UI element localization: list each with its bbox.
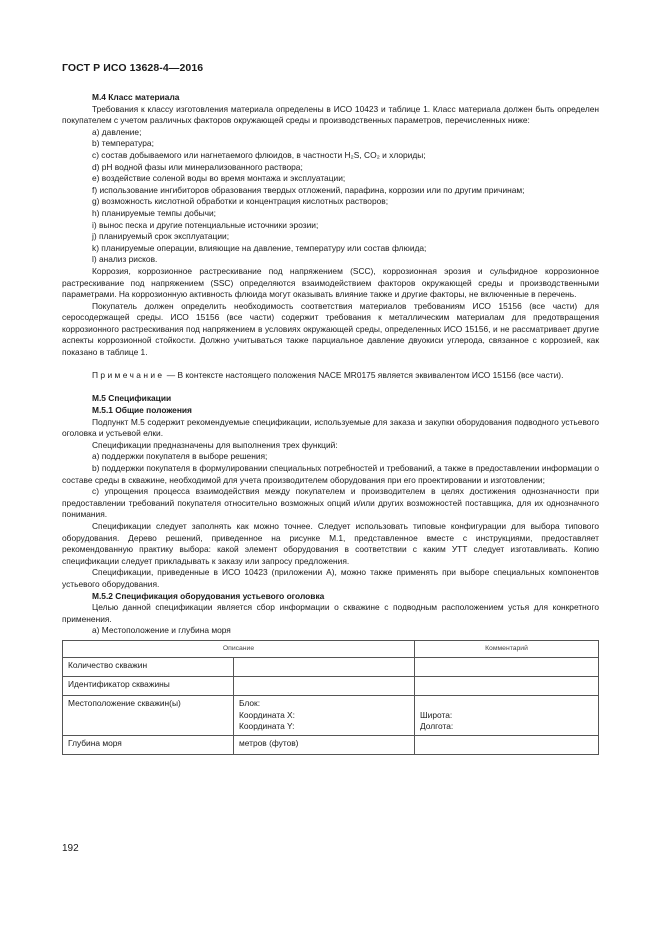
- list-item: k) планируемые операции, влияющие на давление, температуру или состав флюида;: [92, 242, 427, 253]
- subsection-m51-title: М.5.1 Общие положения: [92, 405, 192, 416]
- document-header: ГОСТ Р ИСО 13628-4—2016: [62, 62, 204, 74]
- column-header-description: Описание: [63, 640, 415, 657]
- table-row: [63, 657, 599, 676]
- paragraph: Спецификации, приведенные в ИСО 10423 (приложении А), можно также применять при выборе специальных компонентов устьевого оборудования.: [62, 567, 599, 589]
- paragraph: Спецификации предназначены для выполнения трех функций:: [92, 439, 338, 450]
- row-comment: [415, 676, 599, 695]
- latitude-label: Широта:: [420, 709, 453, 720]
- row-label: Местоположение скважин(ы): [63, 695, 234, 735]
- page-number: 192: [62, 843, 79, 854]
- row-label: Глубина моря: [63, 735, 234, 754]
- section-m4-title: М.4 Класс материала: [92, 92, 180, 102]
- note: [62, 370, 599, 382]
- paragraph: Целью данной спецификации является сбор информации о скважине с подводным расположением устья для конкретного применения.: [62, 602, 599, 624]
- table-row: [63, 676, 599, 695]
- list-item: c) состав добываемого или нагнетаемого флюидов, в частности H₂S, CO₂ и хлориды;: [92, 149, 426, 160]
- list-item: b) поддержки покупателя в формулировании специальных потребностей и требований, а также в предоставлении информации о составе среды в скважине, необходимой для учета производителем оборудования при его проектировании и изготовлении;: [62, 463, 599, 485]
- location-depth-table: [62, 640, 599, 755]
- list-item: f) использование ингибиторов образования твердых отложений, парафина, коррозии или по другим причинам;: [92, 184, 525, 195]
- table-row: [63, 695, 599, 735]
- paragraph: Требования к классу изготовления материала определены в ИСО 10423 и таблице 1. Класс материала должен быть определен покупателем с учетом различных факторов окружающей среды и производственных параметров, перечисленных ниже:: [62, 103, 599, 126]
- paragraph: Подпункт М.5 содержит рекомендуемые спецификации, используемые для заказа и закупки оборудования подводного устьевого оголовка и устьевой елки.: [62, 416, 599, 439]
- row-value: [234, 676, 415, 695]
- table-header-row: [63, 640, 599, 657]
- row-value: [234, 695, 415, 735]
- list-item: i) вынос песка и другие потенциальные источники эрозии;: [92, 219, 319, 230]
- row-label: Количество скважин: [63, 657, 234, 676]
- list-item: j) планируемый срок эксплуатации;: [92, 231, 230, 242]
- paragraph: Коррозия, коррозионное растрескивание под напряжением (SCC), коррозионная эрозия и сульфидное коррозионное растрескивание под напряжением (SSC) определяются взаимодействием факторов окружающей среды и производственными параметрами. На коррозионную активность флюида могут оказывать влияние также и другие факторы, не включенные в перечень.: [62, 265, 599, 300]
- coord-x-label: Координата X:: [239, 709, 295, 720]
- list-item: d) pH водной фазы или минерализованного раствора;: [92, 161, 303, 172]
- block-label: Блок:: [239, 697, 261, 708]
- row-comment: [415, 735, 599, 754]
- list-item: g) возможность кислотной обработки и концентрация кислотных растворов;: [92, 196, 389, 207]
- section-m5-title: М.5 Спецификации: [92, 393, 172, 404]
- paragraph: Покупатель должен определить необходимость соответствия материалов требованиям ИСО 15156 (все части) для серосодержащей среды. ИСО 15156 (все части) содержит требования к металлическим материалам для предотвращения коррозионного растрескивания под напряжением в условиях окружающей среды, определенных ИСО 15156, и не рассматривает другие аспекты коррозионной стойкости. Должно учитываться также парциальное давление двуокиси углерода, связанное с коррозией, как показано в таблице 1.: [62, 300, 599, 358]
- list-item: h) планируемые темпы добычи;: [92, 207, 217, 218]
- longitude-label: Долгота:: [420, 721, 454, 732]
- list-item: e) воздействие соленой воды во время монтажа и эксплуатации;: [92, 173, 346, 184]
- table-row: [63, 735, 599, 754]
- row-value: [234, 657, 415, 676]
- list-item: a) поддержки покупателя в выборе решения;: [92, 451, 268, 462]
- document-body: [62, 92, 599, 755]
- row-label: Идентификатор скважины: [63, 676, 234, 695]
- list-item: b) температура;: [92, 138, 154, 149]
- list-item: a) давление;: [92, 126, 142, 137]
- row-value: метров (футов): [234, 735, 415, 754]
- list-item: l) анализ рисков.: [92, 254, 158, 265]
- note-text: — В контексте настоящего положения NACE MR0175 является эквивалентом ИСО 15156 (все части).: [164, 370, 564, 381]
- subsection-m52-title: М.5.2 Спецификация оборудования устьевого оголовка: [92, 590, 325, 601]
- list-item: c) упрощения процесса взаимодействия между покупателем и производителем в целях достижения однозначности при предоставлении требований покупателя относительно возможных опций и/или других возможностей поставщика, для их однозначного понимания.: [62, 486, 599, 520]
- column-header-comment: Комментарий: [415, 640, 599, 657]
- row-comment: [415, 695, 599, 735]
- coord-y-label: Координата Y:: [239, 721, 295, 732]
- note-label: Примечание: [92, 370, 165, 381]
- row-comment: [415, 657, 599, 676]
- paragraph: Спецификации следует заполнять как можно точнее. Следует использовать типовые конфигурации для выбора типового оборудования. Дерево решений, приведенное на рисунке М.1, представленное вместе с инструкциями, предоставляет рекомендованную практику выбора: какой элемент оборудования в соответствии с каким УТТ следует изготавливать. Копию спецификации следует прикладывать к заказу или запросу предложения.: [62, 520, 599, 566]
- table-caption: a) Местоположение и глубина моря: [92, 625, 231, 636]
